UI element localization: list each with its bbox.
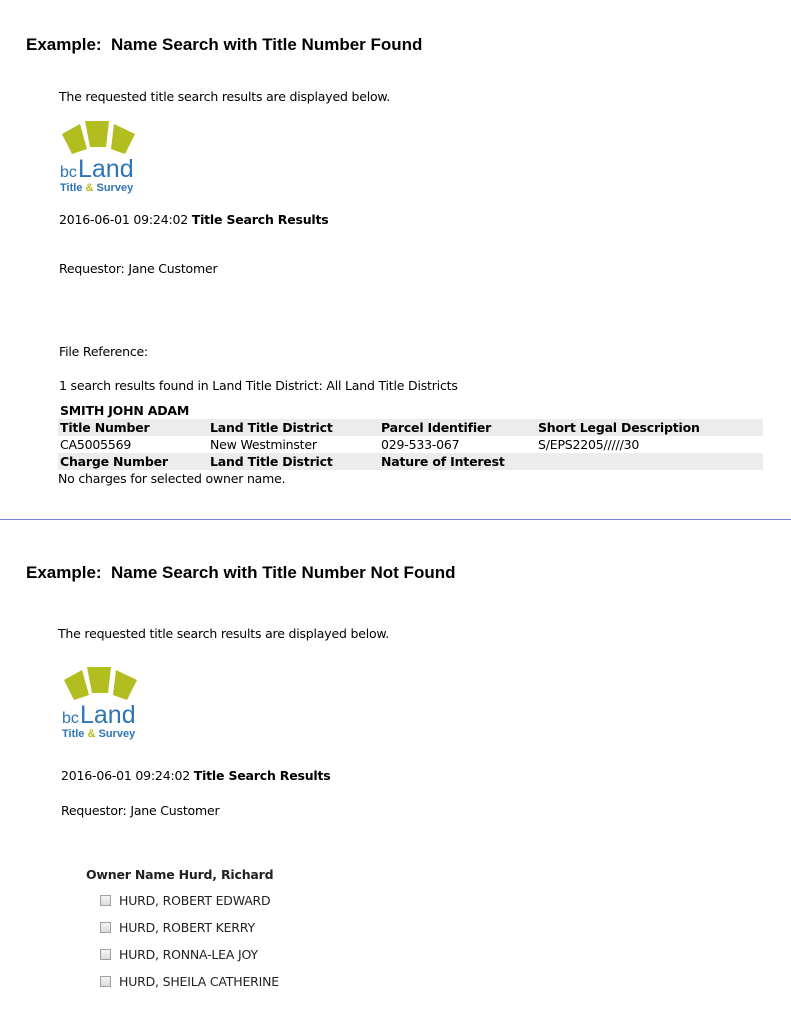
- title-number[interactable]: CA5005569: [60, 437, 132, 452]
- col-nature-of-interest: Nature of Interest: [381, 454, 505, 469]
- charge-header-row: [58, 453, 763, 470]
- owner-group-label: Owner Name Hurd, Richard: [86, 867, 274, 882]
- timestamp: 2016-06-01 09:24:02: [61, 768, 190, 783]
- svg-text:Land: Land: [80, 701, 136, 729]
- empty-charges-row: [58, 470, 763, 487]
- col-parcel-identifier: Parcel Identifier: [381, 420, 492, 435]
- col-charge-number: Charge Number: [60, 454, 168, 469]
- logo-arch-icon: [62, 121, 135, 154]
- parcel-identifier: 029-533-067: [381, 437, 460, 452]
- col-title-number: Title Number: [60, 420, 150, 435]
- example-2-heading: Example: Name Search with Title Number Not Found: [26, 563, 456, 582]
- example-1-heading: Example: Name Search with Title Number Found: [26, 35, 423, 54]
- owner-option-label[interactable]: HURD, RONNA-LEA JOY: [119, 947, 258, 962]
- col-charge-land-title-district: Land Title District: [210, 454, 333, 469]
- owner-option-label[interactable]: HURD, ROBERT KERRY: [119, 920, 255, 935]
- results-title: Title Search Results: [193, 768, 331, 783]
- requestor: Requestor: Jane Customer: [59, 261, 218, 276]
- land-title-district: New Westminster: [210, 437, 317, 452]
- requestor: Requestor: Jane Customer: [61, 803, 220, 818]
- owner-option-label[interactable]: HURD, ROBERT EDWARD: [119, 893, 271, 908]
- svg-text:Title & Survey: Title & Survey: [60, 182, 134, 194]
- col-short-legal-description: Short Legal Description: [538, 420, 700, 435]
- owner-checkbox[interactable]: [100, 976, 111, 987]
- results-header: [59, 212, 329, 227]
- owner-option-label[interactable]: HURD, SHEILA CATHERINE: [119, 974, 279, 989]
- owner-option[interactable]: [86, 941, 279, 968]
- owner-option[interactable]: [86, 968, 279, 995]
- intro-text: The requested title search results are displayed below.: [59, 89, 391, 104]
- no-charges-message: No charges for selected owner name.: [58, 471, 286, 486]
- owner-name-list: [86, 867, 279, 995]
- intro-text: The requested title search results are displayed below.: [58, 626, 390, 641]
- logo-arch-icon: [64, 667, 137, 700]
- owner-option[interactable]: [86, 887, 279, 914]
- section-divider: [0, 519, 791, 520]
- svg-text:bc: bc: [62, 710, 79, 727]
- svg-text:bc: bc: [60, 164, 77, 181]
- owner-name-row: [58, 402, 763, 419]
- title-results-table: [58, 402, 763, 487]
- owner-checkbox[interactable]: [100, 949, 111, 960]
- results-summary: 1 search results found in Land Title District: All Land Title Districts: [59, 378, 458, 393]
- bc-land-title-survey-logo: [60, 662, 150, 742]
- short-legal-description: S/EPS2205/////30: [538, 437, 640, 452]
- owner-checkbox[interactable]: [100, 922, 111, 933]
- file-reference: File Reference:: [59, 344, 149, 359]
- bc-land-title-survey-logo: [58, 116, 148, 196]
- col-land-title-district: Land Title District: [210, 420, 333, 435]
- timestamp: 2016-06-01 09:24:02: [59, 212, 188, 227]
- owner-option[interactable]: [86, 914, 279, 941]
- results-title: Title Search Results: [191, 212, 329, 227]
- svg-text:Title & Survey: Title & Survey: [62, 728, 136, 740]
- results-header: [61, 768, 331, 783]
- svg-text:Land: Land: [78, 155, 134, 183]
- title-header-row: [58, 419, 763, 436]
- owner-checkbox[interactable]: [100, 895, 111, 906]
- owner-name: SMITH JOHN ADAM: [60, 403, 190, 418]
- table-row: [58, 436, 763, 453]
